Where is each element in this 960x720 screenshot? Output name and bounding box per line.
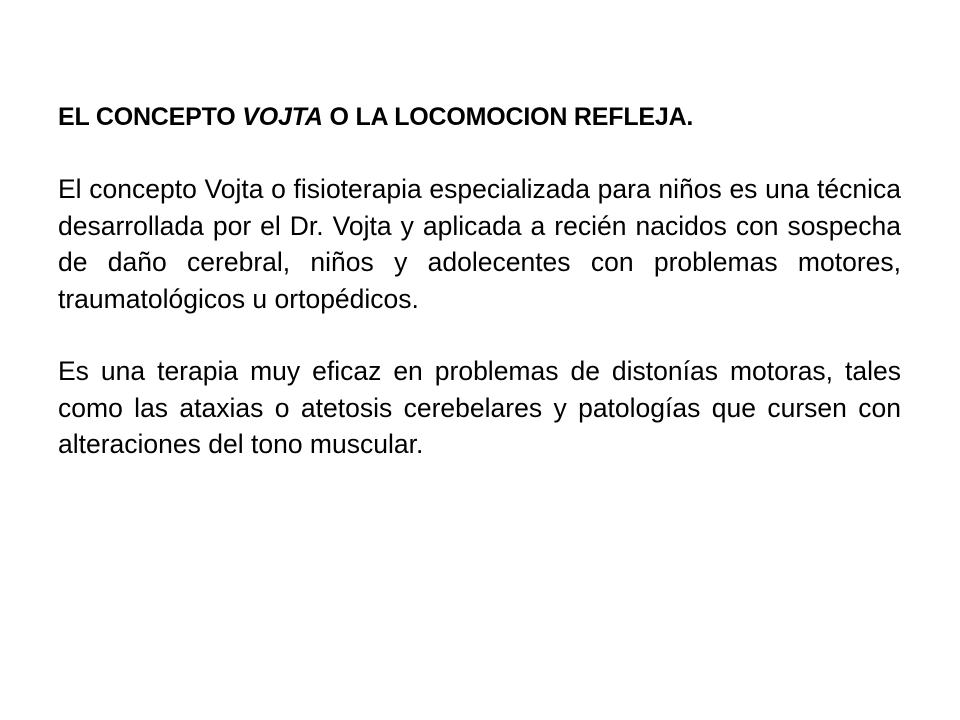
title-suffix: O LA LOCOMOCION REFLEJA. (322, 103, 694, 131)
slide-title (58, 100, 901, 134)
title-emphasis: VOJTA (242, 103, 323, 131)
paragraph-efficacy: Es una terapia muy eficaz en problemas de distonías motoras, tales como las ataxias o atetosis cerebelares y patologías que cursen con alteraciones del tono muscular. (58, 356, 901, 459)
title-prefix: EL CONCEPTO (58, 103, 243, 131)
slide-content (58, 100, 901, 499)
paragraph-intro: El concepto Vojta o fisioterapia especializada para niños es una técnica desarrollada por el Dr. Vojta y aplicada a recién nacidos con sospecha de daño cerebral, niños y adolecentes con problemas motores, traumatológicos u ortopédicos. (58, 174, 901, 314)
